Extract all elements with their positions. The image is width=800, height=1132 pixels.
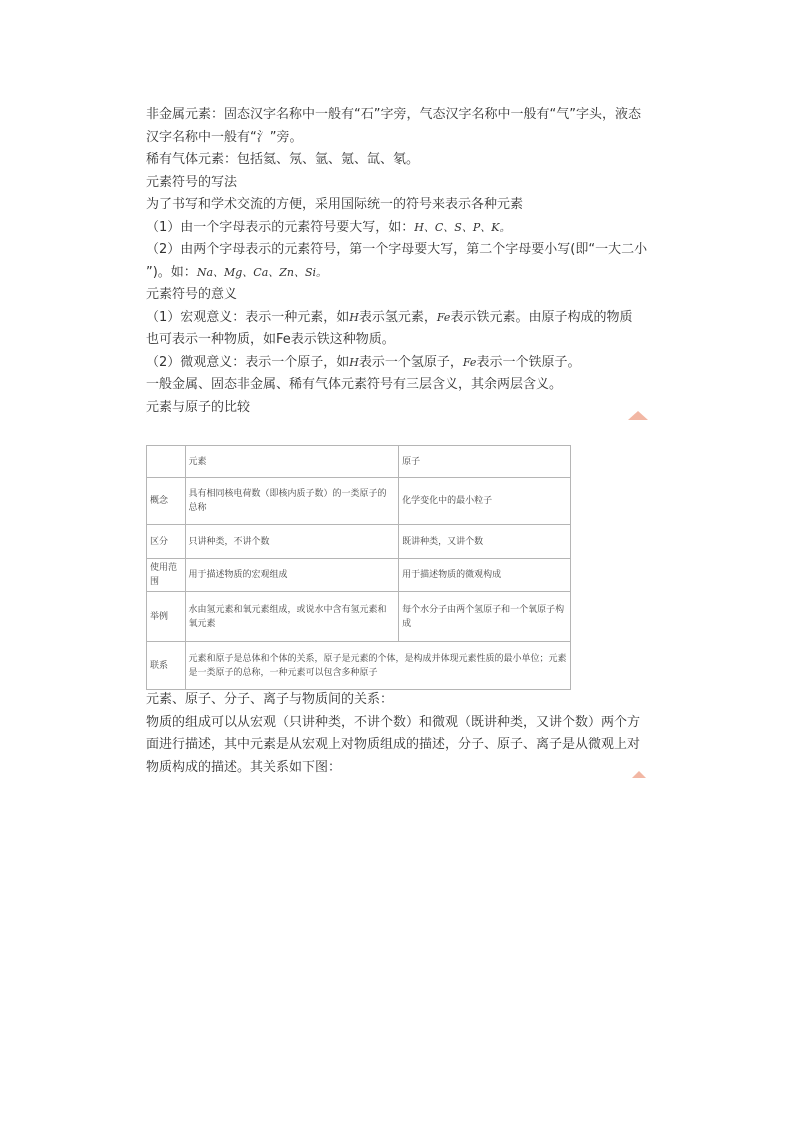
symbol-fe: Fe: [462, 355, 477, 369]
back-to-top-icon[interactable]: [632, 771, 646, 778]
table-cell: 化学变化中的最小粒子: [399, 478, 571, 525]
table-row: [147, 592, 571, 642]
table-row: [147, 642, 571, 690]
rule-2-line-2: [146, 262, 656, 285]
back-to-top-icon[interactable]: [628, 411, 648, 420]
table-row: [147, 559, 571, 592]
three-meanings-line: 一般金属、固态非金属、稀有气体元素符号有三层含义，其余两层含义。: [146, 377, 563, 392]
rule-1: [146, 217, 656, 240]
macro-meaning-line-1: [146, 307, 656, 330]
relation-line-2: 面进行描述，其中元素是从宏观上对物质组成的描述，分子、原子、离子是从微观上对: [146, 737, 641, 752]
micro-text-b: 表示一个氢原子，: [358, 354, 463, 370]
rule-2-text: ”)。如：: [146, 264, 197, 280]
table-header-row: [147, 446, 571, 478]
macro-meaning-line-2: 也可表示一种物质，如Fe表示铁这种物质。: [146, 332, 395, 347]
nonmetal-line-1: 非金属元素：固态汉字名称中一般有“石”字旁，气态汉字名称中一般有“气”字头，液态: [146, 107, 641, 122]
table-cell: 元素和原子是总体和个体的关系，原子是元素的个体，是构成并体现元素性质的最小单位；元素是一类原子的总称，一种元素可以包含多种原子: [185, 642, 570, 690]
micro-text-c: 表示一个铁原子。: [476, 354, 581, 370]
compare-heading: 元素与原子的比较: [146, 399, 251, 415]
micro-text-a: （2）微观意义：表示一个原子，如: [146, 354, 350, 370]
table-cell: 用于描述物质的宏观组成: [185, 559, 399, 592]
table-cell: 使用范围: [147, 559, 186, 592]
table-cell: 用于描述物质的微观构成: [399, 559, 571, 592]
relation-heading: 元素、原子、分子、离子与物质间的关系：: [146, 692, 394, 707]
macro-text-b: 表示氢元素，: [358, 309, 437, 325]
table-cell: 既讲种类，又讲个数: [399, 525, 571, 559]
table-header-cell: 原子: [399, 446, 571, 478]
symbol-fe: Fe: [436, 310, 451, 324]
table-cell: 具有相同核电荷数（即核内质子数）的一类原子的总称: [185, 478, 399, 525]
table-cell: 联系: [147, 642, 186, 690]
table-cell: 只讲种类，不讲个数: [185, 525, 399, 559]
element-atom-table: [146, 445, 571, 690]
macro-text-a: （1）宏观意义：表示一种元素，如: [146, 309, 350, 325]
nonmetal-line-2: 汉字名称中一般有“氵”旁。: [146, 129, 303, 145]
meaning-heading: 元素符号的意义: [146, 287, 238, 302]
table-cell: 每个水分子由两个氢原子和一个氧原子构成: [399, 592, 571, 642]
relation-line-3: 物质构成的描述。其关系如下图：: [146, 759, 342, 775]
rule-1-symbols: H、C、S、P、K。: [414, 220, 511, 234]
macro-text-c: 表示铁元素。由原子构成的物质: [450, 309, 633, 325]
table-row: [147, 478, 571, 525]
symbol-h: H: [349, 355, 359, 369]
table-cell: 概念: [147, 478, 186, 525]
micro-meaning-line: [146, 352, 656, 375]
table-cell: 举例: [147, 592, 186, 642]
symbol-h: H: [349, 310, 359, 324]
table-cell: 水由氢元素和氧元素组成，或说水中含有氢元素和氧元素: [185, 592, 399, 642]
rule-2-symbols: Na、Mg、Ca、Zn、Si。: [196, 265, 328, 279]
relation-line-1: 物质的组成可以从宏观（只讲种类，不讲个数）和微观（既讲种类，又讲个数）两个方: [146, 714, 641, 730]
table-cell: 区分: [147, 525, 186, 559]
writing-intro: 为了书写和学术交流的方便，采用国际统一的符号来表示各种元素: [146, 197, 524, 212]
table-row: [147, 525, 571, 559]
rule-1-text: （1）由一个字母表示的元素符号要大写，如：: [146, 219, 415, 235]
rule-2-line-1: （2）由两个字母表示的元素符号，第一个字母要大写，第二个字母要小写(即“一大二小: [146, 242, 648, 257]
table-header-cell: 元素: [185, 446, 399, 478]
relation-section: [146, 689, 666, 779]
table-header-cell: [147, 446, 186, 478]
writing-heading: 元素符号的写法: [146, 174, 238, 190]
article-body: [146, 104, 656, 419]
noble-gas-line: 稀有气体元素：包括氦、氖、氩、氪、氙、氡。: [146, 152, 420, 167]
